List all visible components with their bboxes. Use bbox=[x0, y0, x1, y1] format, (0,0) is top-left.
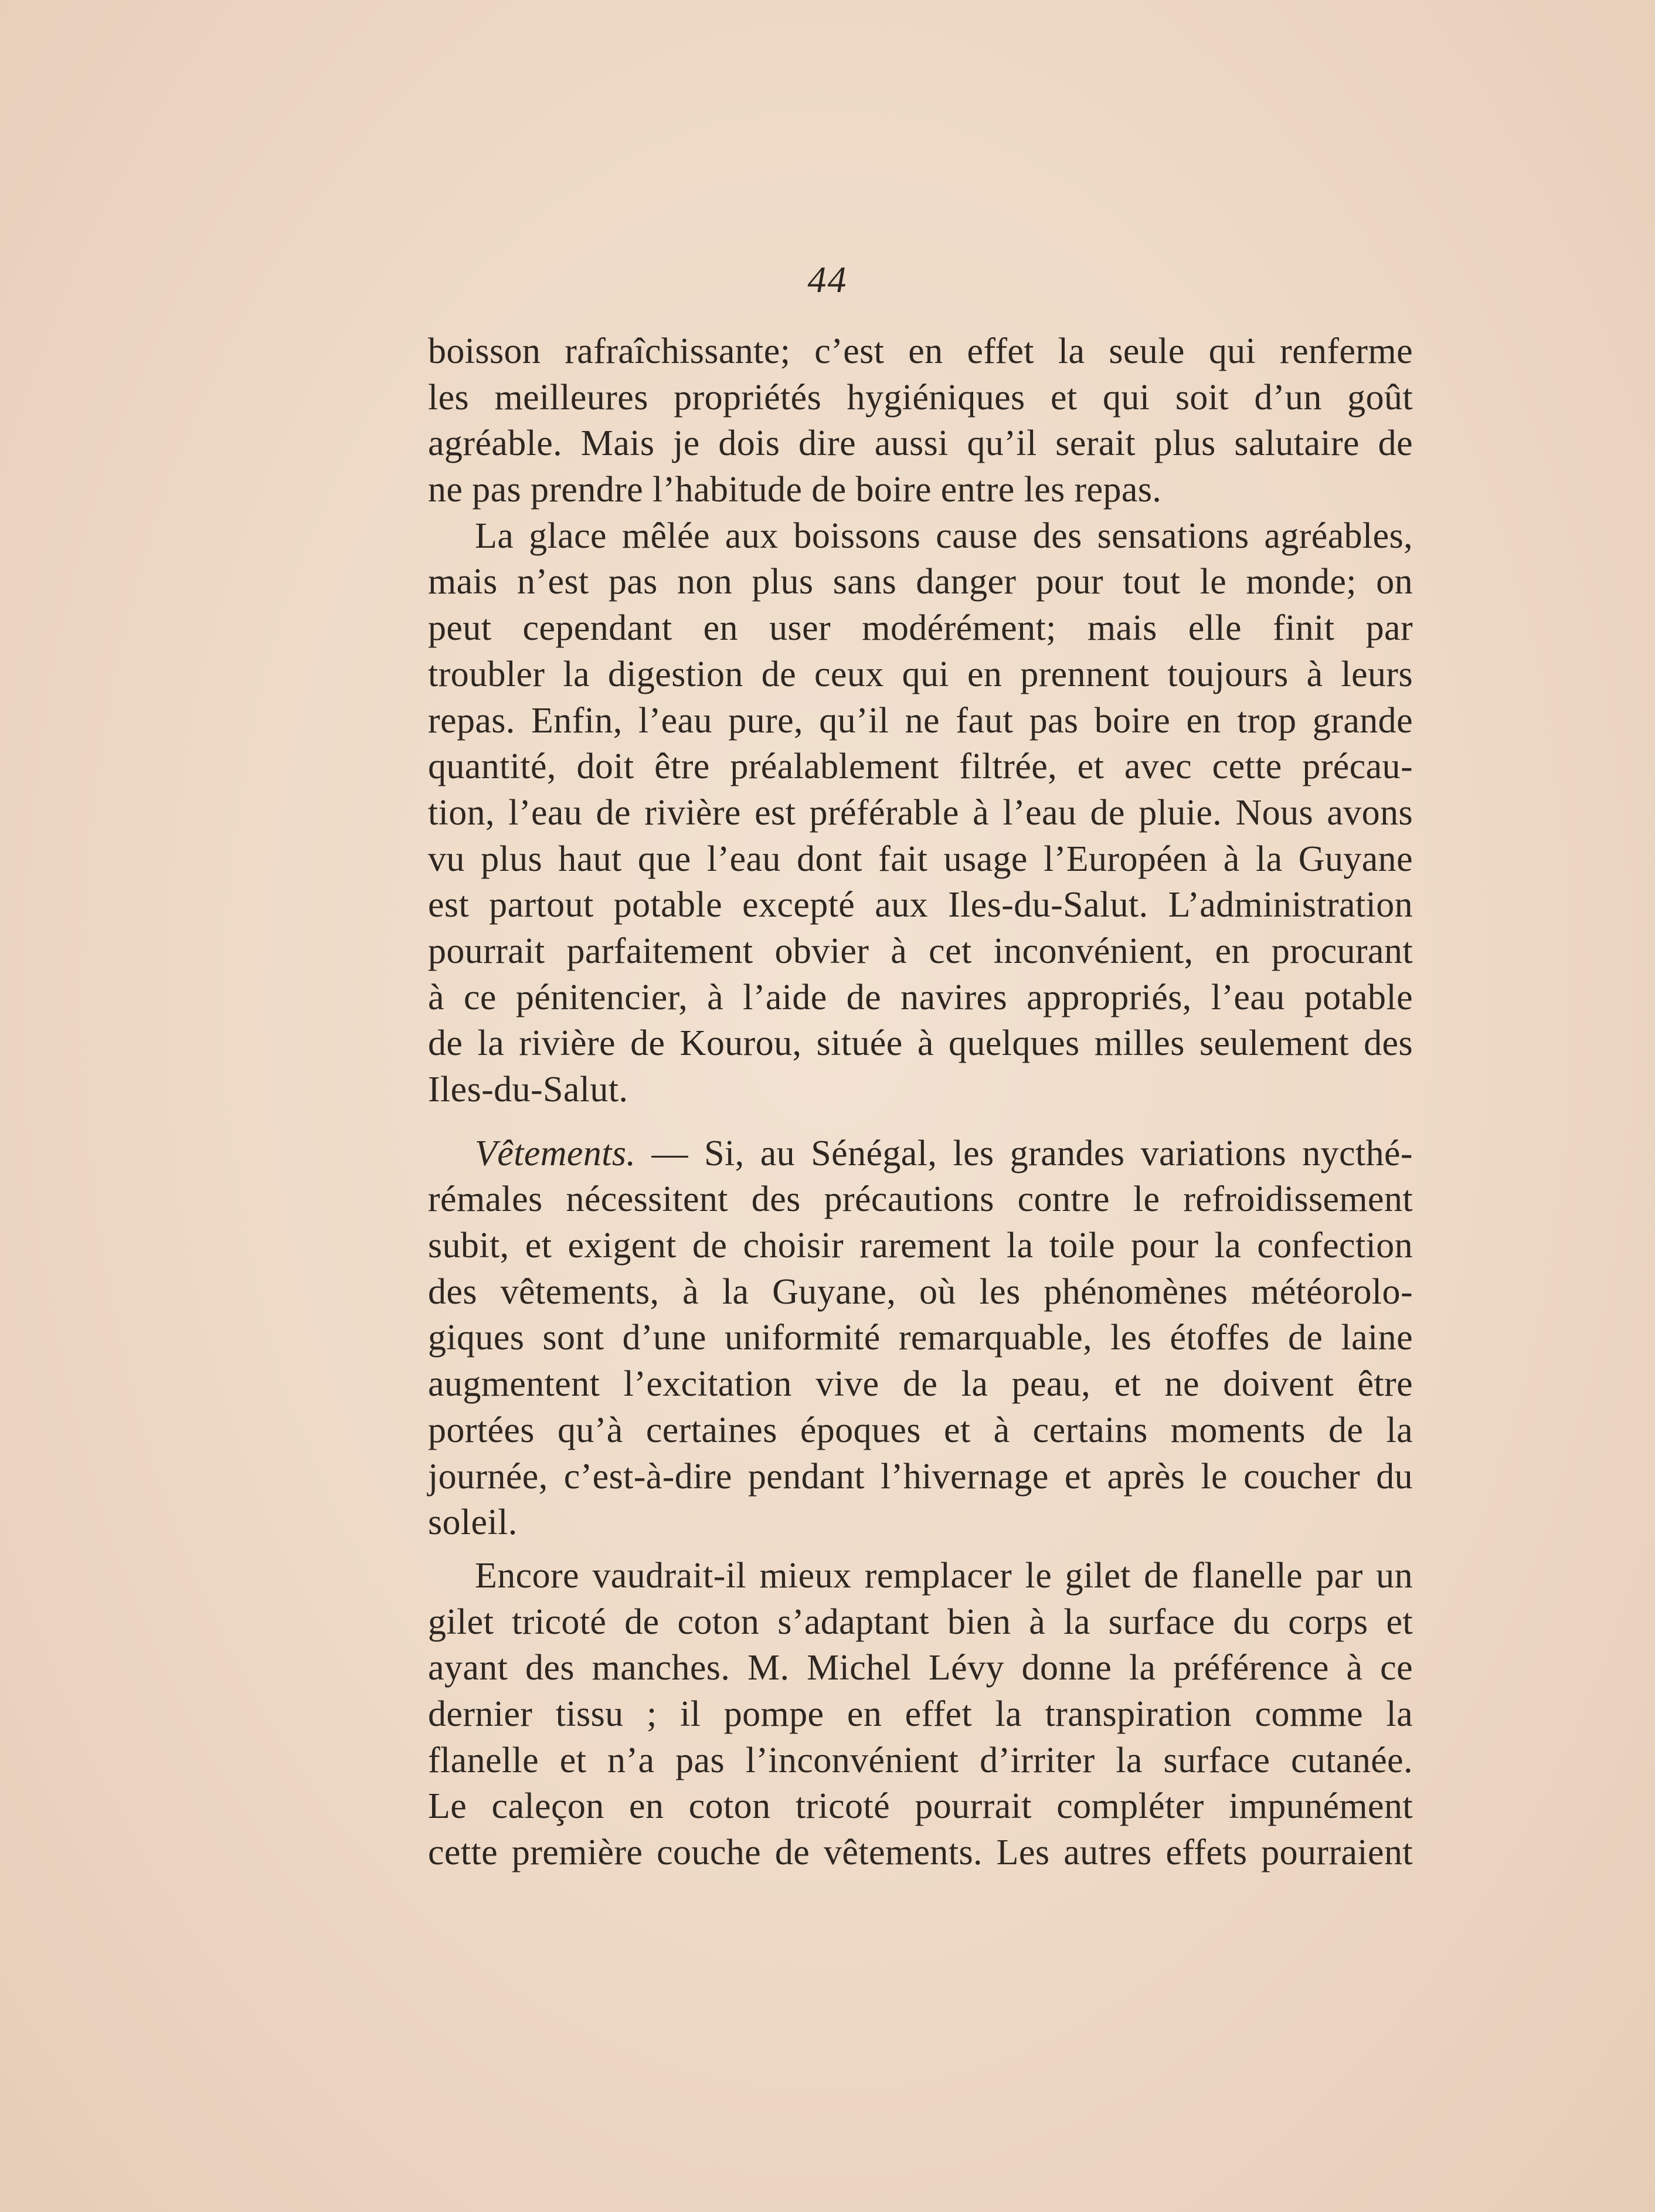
text-line: subit, et exigent de choisir rarement la toile pour la confection bbox=[428, 1226, 1413, 1266]
text-line: à ce pénitencier, à l’aide de navires appropriés, l’eau potable bbox=[428, 977, 1413, 1017]
text-line: tion, l’eau de rivière est préférable à l’eau de pluie. Nous avons bbox=[428, 792, 1413, 833]
section-heading: Vêtements. bbox=[475, 1133, 636, 1173]
text-line bbox=[428, 1131, 1413, 1177]
text-line: mais n’est pas non plus sans danger pour tout le monde; on bbox=[428, 562, 1413, 602]
text-line: repas. Enfin, l’eau pure, qu’il ne faut pas boire en trop grande bbox=[428, 700, 1413, 741]
text-line: vu plus haut que l’eau dont fait usage l’Européen à la Guyane bbox=[428, 839, 1413, 879]
text-line: ayant des manches. M. Michel Lévy donne la préférence à ce bbox=[428, 1648, 1413, 1688]
text-line: boisson rafraîchissante; c’est en effet la seule qui renferme bbox=[428, 331, 1413, 371]
text-line: journée, c’est-à-dire pendant l’hivernage et après le coucher du bbox=[428, 1456, 1413, 1497]
text-line: Le caleçon en coton tricoté pourrait compléter impunément bbox=[428, 1786, 1413, 1827]
text-line: troubler la digestion de ceux qui en prennent toujours à leurs bbox=[428, 654, 1413, 694]
paragraph-4 bbox=[428, 1553, 1413, 1876]
paragraph-spacer bbox=[428, 1546, 1413, 1553]
text-line: quantité, doit être préalablement filtrée, et avec cette précau- bbox=[428, 747, 1413, 787]
text-line: giques sont d’une uniformité remarquable, les étoffes de laine bbox=[428, 1318, 1413, 1358]
text-line: les meilleures propriétés hygiéniques et qui soit d’un goût bbox=[428, 377, 1413, 418]
text-line: Iles-du-Salut. bbox=[428, 1070, 628, 1110]
paragraph-3 bbox=[428, 1131, 1413, 1546]
text-line: agréable. Mais je dois dire aussi qu’il serait plus salutaire de bbox=[428, 423, 1413, 464]
text-line: pourrait parfaitement obvier à cet inconvénient, en procurant bbox=[428, 931, 1413, 971]
paragraph-1 bbox=[428, 328, 1413, 513]
text-line: est partout potable excepté aux Iles-du-Salut. L’administration bbox=[428, 885, 1413, 925]
text-line: dernier tissu ; il pompe en effet la transpiration comme la bbox=[428, 1694, 1413, 1734]
text-line: ne pas prendre l’habitude de boire entre les repas. bbox=[428, 470, 1162, 510]
text-line: des vêtements, à la Guyane, où les phénomènes météorolo- bbox=[428, 1271, 1413, 1312]
text-line: soleil. bbox=[428, 1502, 518, 1543]
text-line: Encore vaudrait-il mieux remplacer le gilet de flanelle par un bbox=[475, 1555, 1413, 1596]
heading-line-rest: — Si, au Sénégal, les grandes variations nycthé- bbox=[651, 1133, 1413, 1173]
body-text bbox=[428, 328, 1413, 1876]
text-line: portées qu’à certaines époques et à certains moments de la bbox=[428, 1410, 1413, 1450]
text-line: cette première couche de vêtements. Les autres effets pourraient bbox=[428, 1833, 1413, 1872]
text-line: augmentent l’excitation vive de la peau, et ne doivent être bbox=[428, 1364, 1413, 1404]
paragraph-spacer bbox=[428, 1113, 1413, 1131]
text-line: de la rivière de Kourou, située à quelques milles seulement des bbox=[428, 1023, 1413, 1064]
text-line: rémales nécessitent des précautions contre le refroidissement bbox=[428, 1179, 1413, 1220]
text-line: La glace mêlée aux boissons cause des sensations agréables, bbox=[475, 515, 1413, 556]
text-line: peut cependant en user modérément; mais elle finit par bbox=[428, 608, 1413, 649]
page-number: 44 bbox=[807, 259, 848, 300]
text-line: flanelle et n’a pas l’inconvénient d’irriter la surface cutanée. bbox=[428, 1740, 1413, 1780]
text-line: gilet tricoté de coton s’adaptant bien à la surface du corps et bbox=[428, 1602, 1413, 1642]
paragraph-2 bbox=[428, 513, 1413, 1113]
